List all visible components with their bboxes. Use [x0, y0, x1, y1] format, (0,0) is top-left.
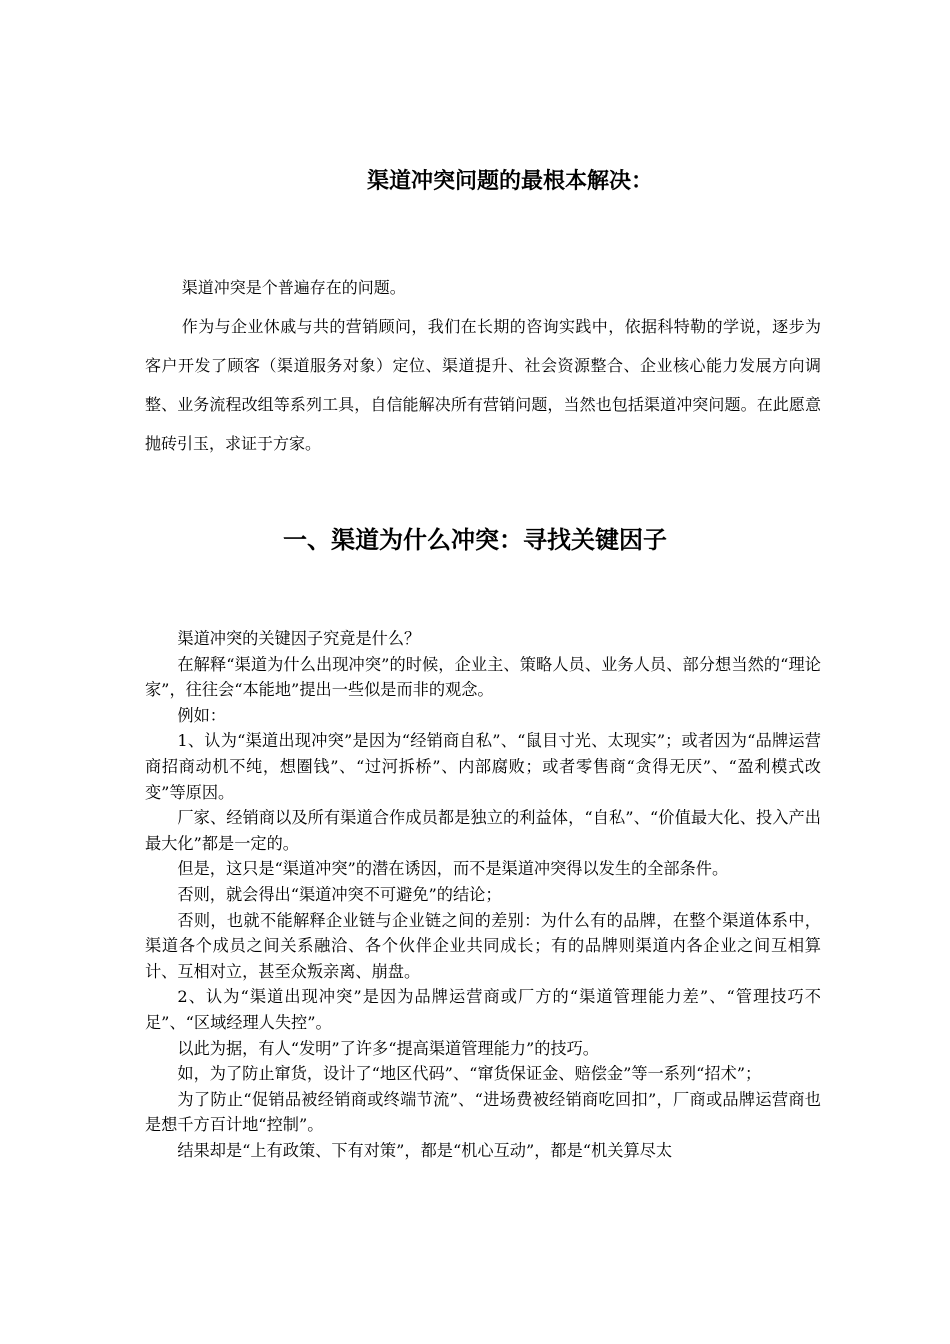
body-paragraph: 否则，也就不能解释企业链与企业链之间的差别：为什么有的品牌，在整个渠道体系中，渠道各个成员之间关系融洽、各个伙伴企业共同成长；有的品牌则渠道内各企业之间互相算计、互相对立，甚至众叛亲离、崩盘。	[145, 910, 821, 981]
body-section	[145, 626, 821, 1163]
body-paragraph: 渠道冲突的关键因子究竟是什么？	[177, 629, 421, 648]
body-paragraph: 结果却是“上有政策、下有对策”，都是“机心互动”，都是“机关算尽太	[177, 1140, 673, 1160]
section-heading: 一、渠道为什么冲突：寻找关键因子	[283, 525, 667, 554]
body-paragraph: 在解释“渠道为什么出现冲突”的时候，企业主、策略人员、业务人员、部分想当然的“理论家”，往往会“本能地”提出一些似是而非的观念。	[145, 654, 821, 700]
intro-section	[145, 268, 821, 463]
document-title: 渠道冲突问题的最根本解决：	[366, 168, 653, 194]
intro-paragraph: 作为与企业休戚与共的营销顾问，我们在长期的咨询实践中，依据科特勒的学说，逐步为客户开发了顾客（渠道服务对象）定位、渠道提升、社会资源整合、企业核心能力发展方向调整、业务流程改组等系列工具，自信能解决所有营销问题，当然也包括渠道冲突问题。在此愿意抛砖引玉，求证于方家。	[145, 317, 821, 453]
body-paragraph: 1、认为“渠道出现冲突”是因为“经销商自私”、“鼠目寸光、太现实”；或者因为“品牌运营商招商动机不纯，想圈钱”、“过河拆桥”、内部腐败；或者零售商“贪得无厌”、“盈利模式改变”等原因。	[145, 731, 821, 802]
body-paragraph: 但是，这只是“渠道冲突”的潜在诱因，而不是渠道冲突得以发生的全部条件。	[177, 859, 729, 879]
body-paragraph: 2、认为“渠道出现冲突”是因为品牌运营商或厂方的“渠道管理能力差”、“管理技巧不足”、“区域经理人失控”。	[145, 987, 821, 1032]
body-paragraph: 否则，就会得出“渠道冲突不可避免”的结论；	[177, 884, 502, 904]
body-paragraph: 如，为了防止窜货，设计了“地区代码”、“窜货保证金、赔偿金”等一系列“招术”；	[177, 1064, 762, 1084]
body-paragraph: 为了防止“促销品被经销商或终端节流”、“进场费被经销商吃回扣”，厂商或品牌运营商也是想千方百计地“控制”。	[145, 1089, 821, 1135]
body-paragraph: 以此为据，有人“发明”了许多“提高渠道管理能力”的技巧。	[177, 1038, 599, 1058]
body-paragraph: 例如：	[177, 705, 226, 725]
body-paragraph: 厂家、经销商以及所有渠道合作成员都是独立的利益体，“自私”、“价值最大化、投入产出最大化”都是一定的。	[145, 808, 821, 853]
intro-paragraph: 渠道冲突是个普遍存在的问题。	[181, 278, 406, 297]
